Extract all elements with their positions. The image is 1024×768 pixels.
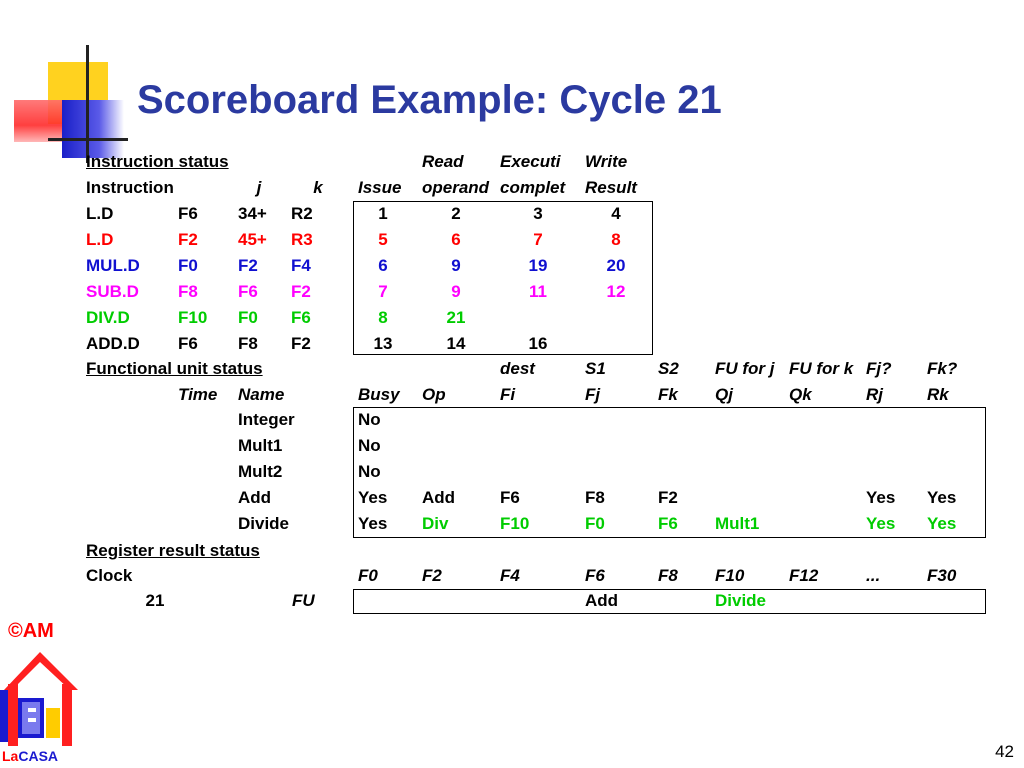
- fu-header-name: Name: [238, 385, 285, 404]
- fu-header-fk-ready: Fk?: [927, 359, 958, 378]
- instruction-row-read: 6: [451, 230, 461, 249]
- fu-row-name: Mult1: [238, 436, 283, 455]
- page-number: 42: [995, 742, 1014, 761]
- clock-label: Clock: [86, 566, 133, 585]
- instruction-row-write: 4: [611, 204, 621, 223]
- fu-header-time: Time: [178, 385, 218, 404]
- instruction-row-write: 20: [606, 256, 626, 275]
- fu-header-fk: Fk: [658, 385, 678, 404]
- fu-row-name: Integer: [238, 410, 295, 429]
- register-name: F6: [585, 566, 605, 585]
- header-read-operands: operand: [422, 178, 490, 197]
- fu-row-busy: No: [358, 410, 381, 429]
- instruction-row-read: 9: [451, 282, 461, 301]
- fu-row-fk: F6: [658, 514, 678, 533]
- instruction-row-j: F8: [238, 334, 258, 353]
- instruction-row-exec: 19: [528, 256, 548, 275]
- register-name: F0: [358, 566, 378, 585]
- instruction-row-issue: 13: [373, 334, 393, 353]
- fu-row-rj: Yes: [866, 514, 896, 533]
- corner-decoration-red: [14, 100, 66, 142]
- register-status-box: [353, 589, 986, 614]
- fu-row-busy: No: [358, 462, 381, 481]
- lacasa-casa: CASA: [18, 748, 59, 764]
- instruction-row-op: L.D: [86, 230, 114, 249]
- header-read: Read: [422, 152, 464, 171]
- fu-row-busy: Yes: [358, 488, 388, 507]
- instruction-row-dest: F0: [178, 256, 198, 275]
- fu-header-s1: S1: [585, 359, 606, 378]
- header-write: Write: [585, 152, 628, 171]
- instruction-row-k: R2: [291, 204, 313, 223]
- register-status-label: Register result status: [86, 541, 260, 560]
- fu-row-fj: F0: [585, 514, 605, 533]
- fu-header-fj: Fj: [585, 385, 601, 404]
- copyright-label: ©AM: [8, 620, 54, 642]
- register-name: F10: [715, 566, 745, 585]
- fu-header-dest: dest: [500, 359, 535, 378]
- fu-header-fu-for-k: FU for k: [789, 359, 854, 378]
- fu-row-rk: Yes: [927, 514, 957, 533]
- fu-header-rj: Rj: [866, 385, 883, 404]
- header-j: j: [256, 178, 262, 197]
- fu-header-fu-for-j: FU for j: [715, 359, 775, 378]
- instruction-row-op: L.D: [86, 204, 114, 223]
- slide-title: Scoreboard Example: Cycle 21: [137, 78, 722, 122]
- fu-row-busy: No: [358, 436, 381, 455]
- fu-row-fk: F2: [658, 488, 678, 507]
- fu-row-label: FU: [292, 591, 315, 610]
- fu-row-op: Div: [422, 514, 449, 533]
- register-name: ...: [866, 566, 881, 585]
- header-k: k: [313, 178, 323, 197]
- fu-header-fi: Fi: [500, 385, 516, 404]
- fu-row-name: Mult2: [238, 462, 283, 481]
- instruction-row-op: SUB.D: [86, 282, 139, 301]
- fu-row-qj: Mult1: [715, 514, 760, 533]
- fu-row-busy: Yes: [358, 514, 388, 533]
- lacasa-logo-text: [2, 748, 58, 764]
- instruction-row-dest: F2: [178, 230, 198, 249]
- instruction-row-write: 8: [611, 230, 621, 249]
- instruction-row-dest: F6: [178, 204, 198, 223]
- instruction-row-j: 34+: [238, 204, 267, 223]
- header-exec-complete: complet: [500, 178, 566, 197]
- fu-row-fj: F8: [585, 488, 605, 507]
- fu-row-rk: Yes: [927, 488, 957, 507]
- instruction-row-issue: 5: [378, 230, 388, 249]
- clock-value: 21: [145, 591, 165, 610]
- instruction-row-issue: 6: [378, 256, 388, 275]
- fu-header-qj: Qj: [715, 385, 733, 404]
- instruction-row-exec: 16: [528, 334, 548, 353]
- instruction-row-read: 2: [451, 204, 461, 223]
- instruction-status-label: Instruction status: [86, 152, 229, 171]
- instruction-row-write: 12: [606, 282, 626, 301]
- header-instruction: Instruction: [86, 178, 174, 197]
- instruction-row-issue: 8: [378, 308, 388, 327]
- instruction-row-exec: 11: [529, 282, 547, 301]
- instruction-row-read: 9: [451, 256, 461, 275]
- fu-row-op: Add: [422, 488, 456, 507]
- fu-row-rj: Yes: [866, 488, 896, 507]
- instruction-row-op: ADD.D: [86, 334, 140, 353]
- register-name: F4: [500, 566, 520, 585]
- fu-header-rk: Rk: [927, 385, 949, 404]
- instruction-row-read: 21: [446, 308, 466, 327]
- header-issue: Issue: [358, 178, 402, 197]
- fu-row-name: Divide: [238, 514, 290, 533]
- instruction-row-k: F2: [291, 282, 311, 301]
- instruction-row-j: 45+: [238, 230, 267, 249]
- instruction-row-k: F6: [291, 308, 311, 327]
- fu-header-op: Op: [422, 385, 446, 404]
- instruction-row-issue: 1: [378, 204, 388, 223]
- fu-header-busy: Busy: [358, 385, 400, 404]
- register-value: Add: [585, 591, 619, 610]
- corner-decoration-vline: [86, 45, 89, 163]
- instruction-row-j: F0: [238, 308, 258, 327]
- fu-header-s2: S2: [658, 359, 679, 378]
- instruction-row-dest: F6: [178, 334, 198, 353]
- header-write-result: Result: [585, 178, 637, 197]
- instruction-status-box: [353, 201, 653, 355]
- instruction-row-op: DIV.D: [86, 308, 130, 327]
- register-name: F2: [422, 566, 442, 585]
- instruction-row-j: F6: [238, 282, 258, 301]
- register-name: F8: [658, 566, 678, 585]
- corner-decoration-hline: [48, 138, 128, 141]
- instruction-row-k: F2: [291, 334, 311, 353]
- corner-decoration-blue: [62, 100, 124, 158]
- register-value: Divide: [715, 591, 767, 610]
- fu-header-fj-ready: Fj?: [866, 359, 892, 378]
- instruction-row-exec: 3: [533, 204, 543, 223]
- instruction-row-dest: F8: [178, 282, 198, 301]
- instruction-row-k: F4: [291, 256, 311, 275]
- register-name: F12: [789, 566, 819, 585]
- instruction-row-dest: F10: [178, 308, 208, 327]
- fu-row-name: Add: [238, 488, 272, 507]
- instruction-row-read: 14: [446, 334, 466, 353]
- header-execution: Executi: [500, 152, 561, 171]
- instruction-row-j: F2: [238, 256, 258, 275]
- lacasa-la: La: [2, 748, 19, 764]
- instruction-row-op: MUL.D: [86, 256, 140, 275]
- instruction-row-exec: 7: [533, 230, 543, 249]
- fu-status-label: Functional unit status: [86, 359, 263, 378]
- register-name: F30: [927, 566, 957, 585]
- instruction-row-k: R3: [291, 230, 313, 249]
- fu-header-qk: Qk: [789, 385, 812, 404]
- instruction-row-issue: 7: [378, 282, 388, 301]
- fu-row-fi: F10: [500, 514, 530, 533]
- fu-row-fi: F6: [500, 488, 520, 507]
- lacasa-house-logo: [0, 646, 84, 750]
